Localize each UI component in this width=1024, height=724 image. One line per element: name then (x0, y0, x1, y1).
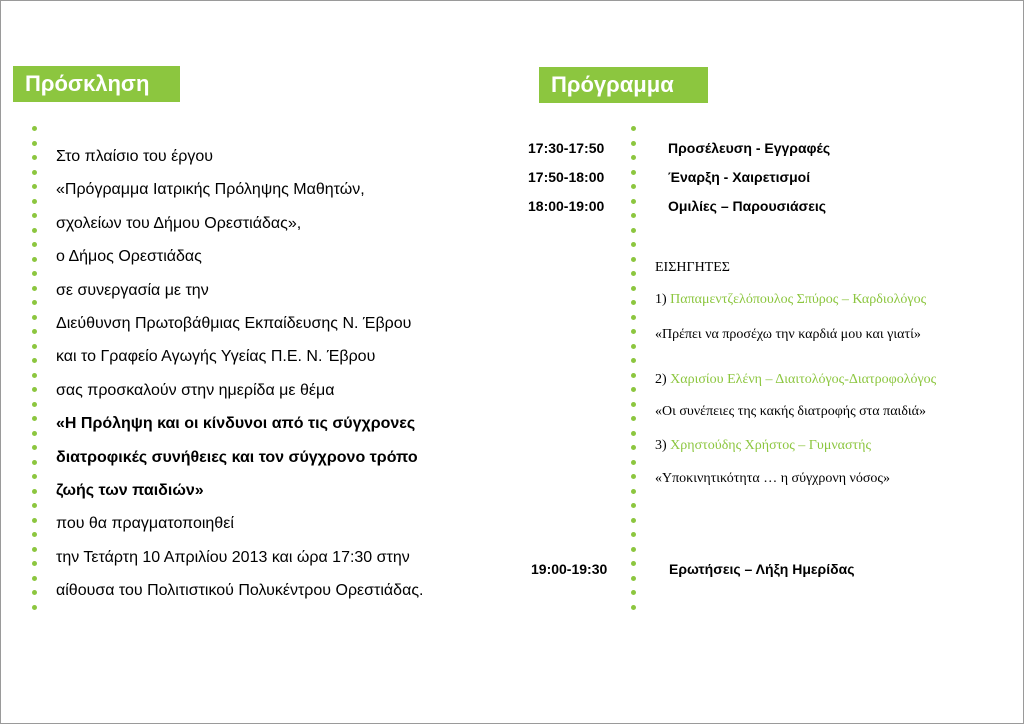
divider-dot (631, 213, 636, 218)
divider-dot (32, 155, 37, 160)
divider-dot (631, 590, 636, 595)
invitation-line: σχολείων του Δήμου Ορεστιάδας», (56, 214, 302, 232)
divider-dot (32, 416, 37, 421)
right-dotted-divider (631, 126, 637, 619)
divider-dot (631, 489, 636, 494)
divider-dot (32, 344, 37, 349)
divider-dot (631, 402, 636, 407)
divider-dot (631, 315, 636, 320)
divider-dot (631, 605, 636, 610)
event-topic-line: ζωής των παιδιών» (56, 482, 204, 500)
invitation-line: σε συνεργασία με την (56, 281, 209, 299)
divider-dot (32, 503, 37, 508)
divider-dot (631, 344, 636, 349)
divider-dot (32, 460, 37, 465)
invitation-line: που θα πραγματοποιηθεί (56, 515, 234, 533)
divider-dot (631, 141, 636, 146)
schedule-activity-2: Έναρξη - Χαιρετισμοί (668, 169, 811, 185)
divider-dot (32, 315, 37, 320)
invitation-line: Στο πλαίσιο του έργου (56, 148, 214, 165)
divider-dot (32, 445, 37, 450)
divider-dot (32, 184, 37, 189)
divider-dot (32, 547, 37, 552)
divider-dot (631, 271, 636, 276)
divider-dot (32, 199, 37, 204)
divider-dot (631, 358, 636, 363)
left-dotted-divider (32, 126, 38, 619)
speakers-title: ΕΙΣΗΓΗΤΕΣ (655, 260, 730, 275)
invitation-line: την Τετάρτη 10 Απριλίου 2013 και ώρα 17:30 στην (56, 548, 410, 566)
divider-dot (32, 300, 37, 305)
divider-dot (32, 605, 37, 610)
divider-dot (631, 300, 636, 305)
closing-time: 19:00-19:30 (531, 561, 608, 577)
divider-dot (32, 257, 37, 262)
divider-dot (631, 228, 636, 233)
divider-dot (631, 199, 636, 204)
invitation-line: σας προσκαλούν στην ημερίδα με θέμα (56, 381, 335, 399)
divider-dot (32, 242, 37, 247)
divider-dot (631, 561, 636, 566)
divider-dot (32, 358, 37, 363)
divider-dot (32, 561, 37, 566)
invitation-line: Διεύθυνση Πρωτοβάθμιας Εκπαίδευσης Ν. Έβρου (56, 315, 412, 333)
divider-dot (32, 431, 37, 436)
divider-dot (631, 460, 636, 465)
divider-dot (631, 518, 636, 523)
schedule-time-2: 17:50-18:00 (528, 169, 605, 185)
divider-dot (32, 271, 37, 276)
invitation-line: ο Δήμος Ορεστιάδας (56, 248, 202, 266)
invitation-line: «Πρόγραμμα Ιατρικής Πρόληψης Μαθητών, (56, 181, 365, 199)
closing-activity: Ερωτήσεις – Λήξη Ημερίδας (669, 561, 855, 577)
event-topic-line: «Η Πρόληψη και οι κίνδυνοι από τις σύγχρονες (56, 415, 416, 433)
divider-dot (32, 329, 37, 334)
invitation-line: αίθουσα του Πολιτιστικού Πολυκέντρου Ορεστιάδας. (56, 582, 424, 600)
speaker-3 (655, 438, 871, 454)
divider-dot (631, 387, 636, 392)
divider-dot (32, 170, 37, 175)
divider-dot (631, 242, 636, 247)
speaker-name: Χαρισίου Ελένη – Διαιτολόγος-Διατροφολόγος (670, 372, 937, 387)
divider-dot (631, 576, 636, 581)
speaker-name: Χρηστούδης Χρήστος – Γυμναστής (670, 438, 872, 453)
divider-dot (32, 590, 37, 595)
divider-dot (32, 518, 37, 523)
schedule-time-1: 17:30-17:50 (528, 140, 605, 156)
divider-dot (631, 286, 636, 291)
divider-dot (631, 184, 636, 189)
event-topic-line: διατροφικές συνήθειες και τον σύγχρονο τρόπο (56, 448, 418, 466)
divider-dot (631, 126, 636, 131)
divider-dot (631, 547, 636, 552)
divider-dot (32, 387, 37, 392)
invitation-text (56, 140, 506, 608)
divider-dot (32, 532, 37, 537)
divider-dot (32, 126, 37, 131)
invitation-heading: Πρόσκληση (13, 66, 180, 102)
program-heading: Πρόγραμμα (539, 67, 708, 103)
divider-dot (32, 373, 37, 378)
speaker-topic-1: «Πρέπει να προσέχω την καρδιά μου και γιατί» (655, 327, 921, 342)
schedule-activity-1: Προσέλευση - Εγγραφές (668, 140, 831, 156)
divider-dot (32, 474, 37, 479)
schedule-activity-3: Ομιλίες – Παρουσιάσεις (668, 198, 827, 214)
speaker-1 (655, 292, 926, 308)
invitation-line: και το Γραφείο Αγωγής Υγείας Π.Ε. Ν. Έβρου (56, 348, 376, 366)
divider-dot (631, 329, 636, 334)
divider-dot (631, 416, 636, 421)
divider-dot (631, 373, 636, 378)
divider-dot (631, 474, 636, 479)
speaker-2 (655, 372, 936, 388)
divider-dot (631, 257, 636, 262)
divider-dot (32, 576, 37, 581)
divider-dot (32, 228, 37, 233)
speaker-number: 3) (655, 438, 667, 453)
speaker-number: 1) (655, 292, 667, 307)
divider-dot (631, 445, 636, 450)
schedule-time-3: 18:00-19:00 (528, 198, 605, 214)
divider-dot (631, 503, 636, 508)
divider-dot (32, 402, 37, 407)
divider-dot (32, 141, 37, 146)
speaker-name: Παπαμεντζελόπουλος Σπύρος – Καρδιολόγος (670, 292, 927, 307)
speaker-topic-3: «Υποκινητικότητα … η σύγχρονη νόσος» (655, 471, 890, 486)
divider-dot (631, 170, 636, 175)
divider-dot (32, 489, 37, 494)
divider-dot (32, 213, 37, 218)
speaker-number: 2) (655, 372, 667, 387)
speaker-topic-2: «Οι συνέπειες της κακής διατροφής στα παιδιά» (655, 404, 927, 419)
divider-dot (631, 532, 636, 537)
divider-dot (631, 155, 636, 160)
divider-dot (631, 431, 636, 436)
divider-dot (32, 286, 37, 291)
